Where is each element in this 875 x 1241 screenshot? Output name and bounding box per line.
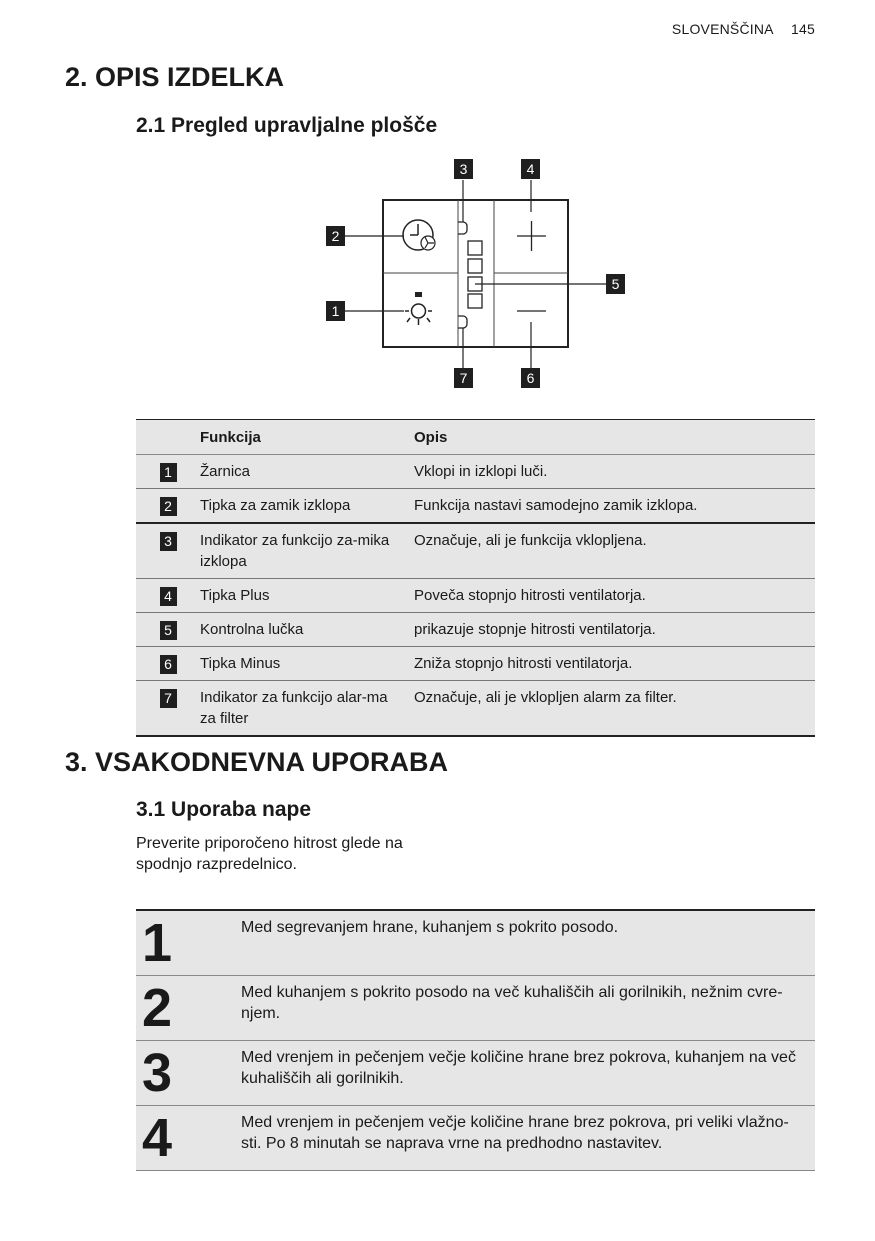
section-3-1-subtitle: 3.1 Uporaba nape [136,798,312,821]
function-table-header [136,420,815,455]
section-2-1-subtitle: 2.1 Pregled upravljalne plošče [136,114,438,137]
plus-icon [517,221,546,251]
header-page-number: 145 [791,21,815,37]
callout-7-text: 7 [459,370,468,386]
callout-2 [326,226,345,246]
function-table [136,419,815,737]
table-row [136,523,815,579]
row-function: Tipka za zamik izklopa [200,489,414,524]
level-number: 3 [136,1041,241,1106]
table-row [136,647,815,681]
callout-1-text: 1 [331,303,340,319]
control-panel-diagram [320,155,630,395]
row-number: 5 [160,621,177,640]
row-description: Vklopi in izklopi luči. [414,455,815,489]
row-description: Označuje, ali je funkcija vklopljena. [414,523,815,579]
row-function: Indikator za funkcijo za-mika izklopa [200,523,414,579]
callout-1 [326,301,345,321]
row-description: Poveča stopnjo hitrosti ventilatorja. [414,579,815,613]
level-text: Med segrevanjem hrane, kuhanjem s pokrito posodo. [241,910,815,976]
level-number: 2 [136,976,241,1041]
row-number: 4 [160,587,177,606]
header-function: Funkcija [200,420,414,455]
delay-indicator-icon [458,222,467,234]
speed-level-table [136,909,815,1171]
level-text: Med kuhanjem s pokrito posodo na več kuhališčih ali gorilnikih, nežnim cvre-njem. [241,976,815,1041]
row-number: 2 [160,497,177,516]
row-description: Zniža stopnjo hitrosti ventilatorja. [414,647,815,681]
callout-6-text: 6 [526,370,535,386]
level-row [136,1041,815,1106]
level-text: Med vrenjem in pečenjem večje količine hrane brez pokrova, pri veliki vlažno-sti. Po 8 minutah se naprava vrne na predhodno nastavitev. [241,1106,815,1171]
table-row [136,455,815,489]
row-description: Označuje, ali je vklopljen alarm za filter. [414,681,815,737]
callout-5-text: 5 [611,276,620,292]
table-row [136,489,815,524]
lamp-icon [405,292,432,325]
speed-level-indicators [468,241,482,308]
row-description: prikazuje stopnje hitrosti ventilatorja. [414,613,815,647]
intro-line-2: spodnjo razpredelnico. [136,856,297,873]
callout-6 [521,368,540,388]
callout-3-text: 3 [459,161,468,177]
callout-2-text: 2 [331,228,340,244]
row-function: Indikator za funkcijo alar-ma za filter [200,681,414,737]
table-row [136,681,815,737]
level-row [136,976,815,1041]
callout-7 [454,368,473,388]
table-row [136,613,815,647]
header-language: SLOVENŠČINA [671,21,773,37]
table-row [136,579,815,613]
level-number: 4 [136,1106,241,1171]
page-header [658,21,815,37]
row-number: 1 [160,463,177,482]
level-row [136,910,815,976]
level-row [136,1106,815,1171]
filter-indicator-icon [458,316,467,328]
callout-4-text: 4 [526,161,535,177]
level-number: 1 [136,910,241,976]
level-text: Med vrenjem in pečenjem večje količine hrane brez pokrova, kuhanjem na več kuhališčih ali gorilnikih. [241,1041,815,1106]
header-description: Opis [414,420,815,455]
section-2-title: 2. OPIS IZDELKA [65,62,285,92]
row-function: Tipka Minus [200,647,414,681]
callout-5 [606,274,625,294]
section-3-title: 3. VSAKODNEVNA UPORABA [65,747,449,777]
row-description: Funkcija nastavi samodejno zamik izklopa. [414,489,815,524]
callout-4 [521,159,540,179]
row-number: 3 [160,532,177,551]
row-function: Tipka Plus [200,579,414,613]
timer-fan-icon [403,220,435,250]
callout-3 [454,159,473,179]
row-number: 7 [160,689,177,708]
row-function: Žarnica [200,455,414,489]
row-function: Kontrolna lučka [200,613,414,647]
intro-line-1: Preverite priporočeno hitrost glede na [136,835,403,852]
intro-text [136,833,403,875]
row-number: 6 [160,655,177,674]
